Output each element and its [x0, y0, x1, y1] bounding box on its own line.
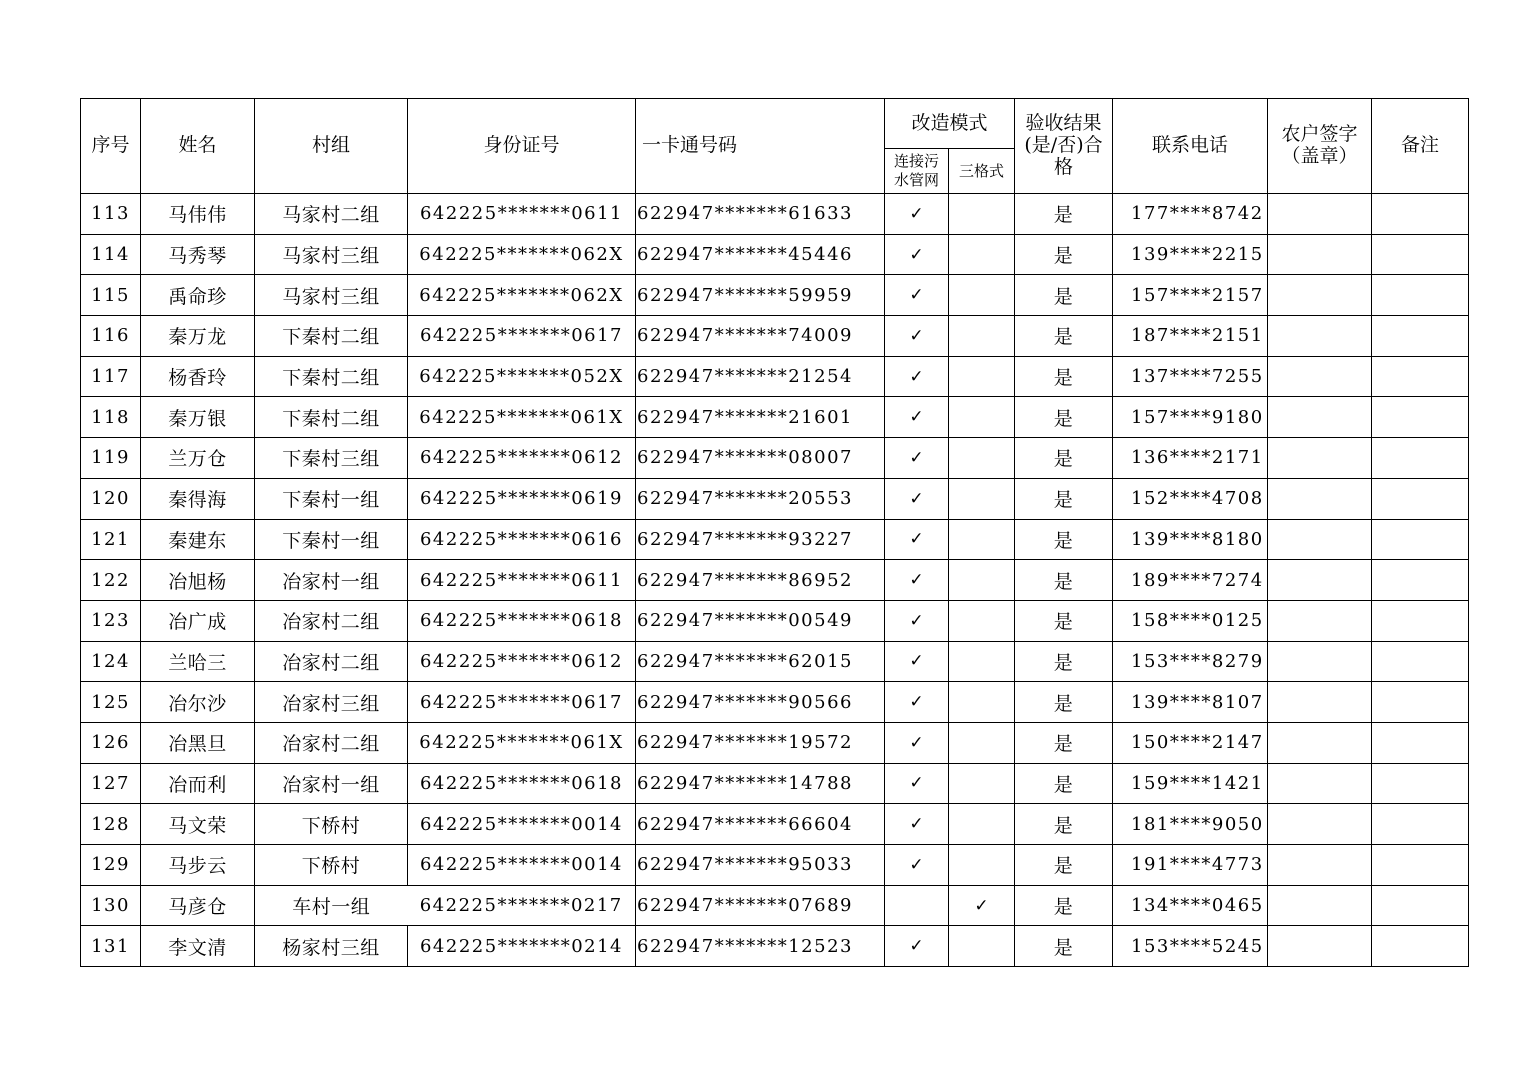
cell-name: 秦建东 [141, 519, 255, 560]
cell-remark [1372, 519, 1469, 560]
cell-result: 是 [1015, 194, 1113, 235]
cell-mode-three [949, 641, 1015, 682]
cell-remark [1372, 234, 1469, 275]
cell-name: 冶尔沙 [141, 682, 255, 723]
cell-mode-sewer: ✓ [885, 234, 949, 275]
cell-card-number: 622947*******45446 [636, 234, 885, 275]
cell-remark [1372, 194, 1469, 235]
table-row [81, 763, 1469, 804]
cell-seq: 113 [81, 194, 141, 235]
cell-seq: 131 [81, 926, 141, 967]
cell-seq: 130 [81, 885, 141, 926]
cell-mode-three [949, 478, 1015, 519]
cell-phone: 158****0125 [1113, 600, 1268, 641]
cell-group: 冶家村二组 [255, 600, 408, 641]
cell-seq: 125 [81, 682, 141, 723]
cell-group: 冶家村二组 [255, 722, 408, 763]
header-name: 姓名 [141, 99, 255, 194]
table-row [81, 722, 1469, 763]
cell-mode-sewer: ✓ [885, 519, 949, 560]
cell-remark [1372, 763, 1469, 804]
cell-name: 马彦仓 [141, 885, 255, 926]
cell-mode-sewer: ✓ [885, 560, 949, 601]
cell-mode-sewer: ✓ [885, 275, 949, 316]
table-row [81, 438, 1469, 479]
cell-phone: 136****2171 [1113, 438, 1268, 479]
cell-signature [1268, 804, 1372, 845]
cell-name: 兰万仓 [141, 438, 255, 479]
table-row [81, 600, 1469, 641]
cell-seq: 119 [81, 438, 141, 479]
cell-mode-three [949, 356, 1015, 397]
cell-seq: 118 [81, 397, 141, 438]
cell-card-number: 622947*******14788 [636, 763, 885, 804]
cell-phone: 139****8180 [1113, 519, 1268, 560]
cell-result: 是 [1015, 234, 1113, 275]
cell-id-number: 642225*******052X [408, 356, 636, 397]
table-row [81, 926, 1469, 967]
cell-mode-three [949, 845, 1015, 886]
cell-mode-three [949, 519, 1015, 560]
cell-phone: 157****2157 [1113, 275, 1268, 316]
cell-name: 杨香玲 [141, 356, 255, 397]
cell-mode-three [949, 682, 1015, 723]
cell-phone: 189****7274 [1113, 560, 1268, 601]
cell-id-number: 642225*******0617 [408, 682, 636, 723]
cell-signature [1268, 438, 1372, 479]
cell-mode-three [949, 194, 1015, 235]
cell-group: 下桥村 [255, 804, 408, 845]
cell-group: 下秦村一组 [255, 478, 408, 519]
cell-seq: 120 [81, 478, 141, 519]
cell-signature [1268, 397, 1372, 438]
cell-remark [1372, 275, 1469, 316]
cell-group: 下秦村二组 [255, 316, 408, 357]
cell-card-number: 622947*******20553 [636, 478, 885, 519]
cell-card-number: 622947*******59959 [636, 275, 885, 316]
cell-id-number: 642225*******0217 [408, 885, 636, 926]
cell-result: 是 [1015, 763, 1113, 804]
header-mode: 改造模式 [885, 99, 1015, 149]
cell-mode-three [949, 600, 1015, 641]
cell-name: 冶广成 [141, 600, 255, 641]
cell-group: 马家村三组 [255, 234, 408, 275]
cell-group: 杨家村三组 [255, 926, 408, 967]
cell-result: 是 [1015, 682, 1113, 723]
cell-remark [1372, 804, 1469, 845]
cell-mode-three [949, 234, 1015, 275]
cell-signature [1268, 316, 1372, 357]
cell-name: 马文荣 [141, 804, 255, 845]
cell-group: 下秦村三组 [255, 438, 408, 479]
cell-result: 是 [1015, 804, 1113, 845]
cell-card-number: 622947*******62015 [636, 641, 885, 682]
cell-name: 秦得海 [141, 478, 255, 519]
cell-seq: 115 [81, 275, 141, 316]
cell-seq: 123 [81, 600, 141, 641]
cell-phone: 139****8107 [1113, 682, 1268, 723]
cell-result: 是 [1015, 356, 1113, 397]
cell-card-number: 622947*******21254 [636, 356, 885, 397]
cell-signature [1268, 885, 1372, 926]
header-card-number: 一卡通号码 [636, 99, 885, 194]
cell-group: 车村一组 [255, 885, 408, 926]
cell-group: 马家村三组 [255, 275, 408, 316]
table-row [81, 845, 1469, 886]
cell-mode-three [949, 316, 1015, 357]
cell-id-number: 642225*******0618 [408, 600, 636, 641]
cell-mode-sewer: ✓ [885, 194, 949, 235]
cell-card-number: 622947*******19572 [636, 722, 885, 763]
cell-mode-sewer: ✓ [885, 438, 949, 479]
table-row [81, 682, 1469, 723]
cell-phone: 137****7255 [1113, 356, 1268, 397]
cell-id-number: 642225*******0611 [408, 560, 636, 601]
cell-name: 李文清 [141, 926, 255, 967]
cell-card-number: 622947*******00549 [636, 600, 885, 641]
cell-phone: 159****1421 [1113, 763, 1268, 804]
cell-result: 是 [1015, 478, 1113, 519]
cell-mode-sewer [885, 885, 949, 926]
cell-mode-sewer: ✓ [885, 926, 949, 967]
cell-name: 冶旭杨 [141, 560, 255, 601]
cell-seq: 117 [81, 356, 141, 397]
cell-phone: 153****8279 [1113, 641, 1268, 682]
cell-seq: 114 [81, 234, 141, 275]
cell-name: 秦万银 [141, 397, 255, 438]
acceptance-table [80, 98, 1469, 967]
table-row [81, 478, 1469, 519]
cell-id-number: 642225*******0617 [408, 316, 636, 357]
cell-id-number: 642225*******0014 [408, 804, 636, 845]
cell-result: 是 [1015, 926, 1113, 967]
cell-card-number: 622947*******66604 [636, 804, 885, 845]
cell-group: 下秦村二组 [255, 397, 408, 438]
cell-mode-sewer: ✓ [885, 397, 949, 438]
cell-remark [1372, 682, 1469, 723]
header-remark: 备注 [1372, 99, 1469, 194]
cell-signature [1268, 641, 1372, 682]
cell-card-number: 622947*******74009 [636, 316, 885, 357]
cell-mode-sewer: ✓ [885, 600, 949, 641]
header-mode-sewer: 连接污水管网 [885, 149, 949, 194]
header-group: 村组 [255, 99, 408, 194]
table-row [81, 234, 1469, 275]
cell-card-number: 622947*******93227 [636, 519, 885, 560]
cell-mode-three [949, 438, 1015, 479]
cell-mode-three: ✓ [949, 885, 1015, 926]
cell-signature [1268, 356, 1372, 397]
cell-remark [1372, 356, 1469, 397]
cell-signature [1268, 234, 1372, 275]
cell-id-number: 642225*******0612 [408, 641, 636, 682]
cell-id-number: 642225*******062X [408, 275, 636, 316]
cell-name: 马伟伟 [141, 194, 255, 235]
cell-signature [1268, 275, 1372, 316]
cell-remark [1372, 316, 1469, 357]
cell-group: 冶家村一组 [255, 560, 408, 601]
cell-id-number: 642225*******0616 [408, 519, 636, 560]
cell-name: 秦万龙 [141, 316, 255, 357]
cell-result: 是 [1015, 316, 1113, 357]
cell-name: 禹命珍 [141, 275, 255, 316]
cell-mode-sewer: ✓ [885, 682, 949, 723]
cell-card-number: 622947*******07689 [636, 885, 885, 926]
table-row [81, 641, 1469, 682]
cell-mode-sewer: ✓ [885, 478, 949, 519]
cell-phone: 134****0465 [1113, 885, 1268, 926]
cell-remark [1372, 845, 1469, 886]
cell-result: 是 [1015, 438, 1113, 479]
cell-id-number: 642225*******0611 [408, 194, 636, 235]
cell-seq: 122 [81, 560, 141, 601]
cell-group: 马家村二组 [255, 194, 408, 235]
cell-card-number: 622947*******21601 [636, 397, 885, 438]
cell-signature [1268, 845, 1372, 886]
header-signature: 农户签字（盖章） [1268, 99, 1372, 194]
cell-card-number: 622947*******90566 [636, 682, 885, 723]
cell-seq: 124 [81, 641, 141, 682]
cell-mode-sewer: ✓ [885, 641, 949, 682]
table-row [81, 397, 1469, 438]
cell-mode-sewer: ✓ [885, 804, 949, 845]
cell-phone: 153****5245 [1113, 926, 1268, 967]
cell-card-number: 622947*******86952 [636, 560, 885, 601]
cell-id-number: 642225*******0014 [408, 845, 636, 886]
cell-remark [1372, 885, 1469, 926]
cell-id-number: 642225*******0619 [408, 478, 636, 519]
cell-phone: 157****9180 [1113, 397, 1268, 438]
cell-group: 冶家村二组 [255, 641, 408, 682]
cell-mode-sewer: ✓ [885, 763, 949, 804]
cell-result: 是 [1015, 641, 1113, 682]
cell-mode-three [949, 560, 1015, 601]
cell-name: 马步云 [141, 845, 255, 886]
cell-name: 冶而利 [141, 763, 255, 804]
cell-mode-three [949, 722, 1015, 763]
cell-result: 是 [1015, 519, 1113, 560]
cell-phone: 191****4773 [1113, 845, 1268, 886]
table-row [81, 519, 1469, 560]
cell-seq: 127 [81, 763, 141, 804]
cell-remark [1372, 926, 1469, 967]
cell-phone: 187****2151 [1113, 316, 1268, 357]
cell-mode-three [949, 804, 1015, 845]
cell-seq: 121 [81, 519, 141, 560]
cell-id-number: 642225*******0618 [408, 763, 636, 804]
cell-mode-sewer: ✓ [885, 356, 949, 397]
cell-phone: 152****4708 [1113, 478, 1268, 519]
cell-signature [1268, 519, 1372, 560]
table-row [81, 560, 1469, 601]
cell-card-number: 622947*******61633 [636, 194, 885, 235]
table-row [81, 804, 1469, 845]
cell-mode-sewer: ✓ [885, 845, 949, 886]
cell-remark [1372, 397, 1469, 438]
cell-remark [1372, 641, 1469, 682]
cell-mode-three [949, 926, 1015, 967]
cell-phone: 177****8742 [1113, 194, 1268, 235]
header-mode-three: 三格式 [949, 149, 1015, 194]
cell-id-number: 642225*******061X [408, 722, 636, 763]
cell-mode-three [949, 397, 1015, 438]
cell-signature [1268, 682, 1372, 723]
cell-phone: 150****2147 [1113, 722, 1268, 763]
cell-signature [1268, 478, 1372, 519]
header-id-number: 身份证号 [408, 99, 636, 194]
cell-remark [1372, 478, 1469, 519]
cell-name: 马秀琴 [141, 234, 255, 275]
table-row [81, 194, 1469, 235]
header-result: 验收结果(是/否)合格 [1015, 99, 1113, 194]
table-row [81, 316, 1469, 357]
header-seq: 序号 [81, 99, 141, 194]
cell-mode-sewer: ✓ [885, 722, 949, 763]
cell-signature [1268, 926, 1372, 967]
cell-remark [1372, 600, 1469, 641]
cell-phone: 139****2215 [1113, 234, 1268, 275]
cell-id-number: 642225*******0214 [408, 926, 636, 967]
cell-remark [1372, 438, 1469, 479]
cell-group: 下秦村一组 [255, 519, 408, 560]
cell-result: 是 [1015, 275, 1113, 316]
cell-result: 是 [1015, 600, 1113, 641]
cell-card-number: 622947*******08007 [636, 438, 885, 479]
cell-phone: 181****9050 [1113, 804, 1268, 845]
table-row [81, 275, 1469, 316]
cell-signature [1268, 194, 1372, 235]
cell-name: 冶黑旦 [141, 722, 255, 763]
cell-mode-sewer: ✓ [885, 316, 949, 357]
cell-card-number: 622947*******12523 [636, 926, 885, 967]
cell-signature [1268, 600, 1372, 641]
cell-signature [1268, 763, 1372, 804]
cell-result: 是 [1015, 560, 1113, 601]
cell-remark [1372, 560, 1469, 601]
cell-group: 冶家村三组 [255, 682, 408, 723]
table-row [81, 356, 1469, 397]
cell-signature [1268, 722, 1372, 763]
cell-group: 冶家村一组 [255, 763, 408, 804]
cell-id-number: 642225*******062X [408, 234, 636, 275]
cell-name: 兰哈三 [141, 641, 255, 682]
cell-group: 下桥村 [255, 845, 408, 886]
cell-result: 是 [1015, 845, 1113, 886]
header-phone: 联系电话 [1113, 99, 1268, 194]
cell-result: 是 [1015, 397, 1113, 438]
cell-seq: 128 [81, 804, 141, 845]
cell-card-number: 622947*******95033 [636, 845, 885, 886]
cell-result: 是 [1015, 722, 1113, 763]
cell-seq: 116 [81, 316, 141, 357]
table-row [81, 885, 1469, 926]
cell-id-number: 642225*******061X [408, 397, 636, 438]
cell-seq: 126 [81, 722, 141, 763]
cell-mode-three [949, 763, 1015, 804]
cell-result: 是 [1015, 885, 1113, 926]
cell-id-number: 642225*******0612 [408, 438, 636, 479]
cell-remark [1372, 722, 1469, 763]
cell-mode-three [949, 275, 1015, 316]
cell-signature [1268, 560, 1372, 601]
cell-seq: 129 [81, 845, 141, 886]
cell-group: 下秦村二组 [255, 356, 408, 397]
